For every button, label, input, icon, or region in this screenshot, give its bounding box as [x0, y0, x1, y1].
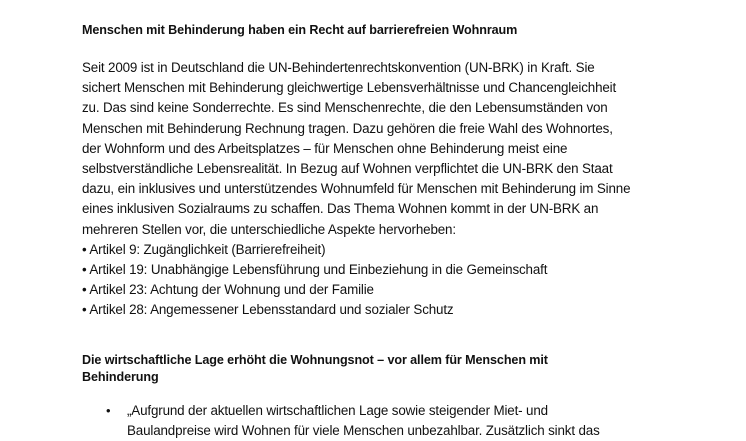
bullet-icon: •	[106, 402, 111, 418]
heading-line: Die wirtschaftliche Lage erhöht die Wohnungsnot – vor allem für Menschen mit	[82, 352, 548, 367]
intro-paragraph	[82, 58, 722, 321]
paragraph-line: eines inklusiven Sozialraums zu schaffen. Das Thema Wohnen kommt in der UN-BRK an	[82, 201, 599, 217]
paragraph-line: Seit 2009 ist in Deutschland die UN-Behindertenrechtskonvention (UN-BRK) in Kraft. Sie	[82, 60, 595, 75]
document-page	[82, 22, 722, 441]
paragraph-line: sichert Menschen mit Behinderung gleichwertige Lebensverhältnisse und Chancengleichheit	[82, 80, 617, 96]
article-list-item: • Artikel 28: Angemessener Lebensstandard und sozialer Schutz	[82, 302, 454, 318]
paragraph-text	[82, 58, 722, 321]
article-list-item: • Artikel 9: Zugänglichkeit (Barrierefreiheit)	[82, 241, 326, 257]
quote-line: Baulandpreise wird Wohnen für viele Menschen unbezahlbar. Zusätzlich sinkt das	[127, 422, 600, 438]
heading-line: Menschen mit Behinderung haben ein Recht auf barrierefreien Wohnraum	[82, 23, 518, 37]
paragraph-line: zu. Das sind keine Sonderrechte. Es sind Menschenrechte, die den Lebensumständen von	[82, 100, 608, 116]
section-heading-rights	[82, 22, 722, 39]
quote-line: „Aufgrund der aktuellen wirtschaftlichen Lage sowie steigender Miet- und	[127, 402, 548, 418]
heading-line: Behinderung	[82, 369, 159, 384]
paragraph-line: selbstverständliche Lebensrealität. In Bezug auf Wohnen verpflichtet die UN-BRK den Staat	[82, 161, 613, 177]
section-heading-economy	[82, 352, 722, 386]
quote-list	[82, 401, 722, 441]
paragraph-line: mehreren Stellen vor, die unterschiedliche Aspekte hervorheben:	[82, 221, 456, 237]
article-list-item: • Artikel 23: Achtung der Wohnung und der Familie	[82, 282, 374, 298]
quote-list-item	[82, 401, 722, 441]
article-list-item: • Artikel 19: Unabhängige Lebensführung und Einbeziehung in die Gemeinschaft	[82, 262, 548, 278]
paragraph-line: der Wohnform und des Arbeitsplatzes – für Menschen ohne Behinderung meist eine	[82, 140, 568, 156]
paragraph-line: dazu, ein inklusives und unterstützendes Wohnumfeld für Menschen mit Behinderung im Sinne	[82, 181, 631, 197]
paragraph-line: Menschen mit Behinderung Rechnung tragen. Dazu gehören die freie Wahl des Wohnortes,	[82, 120, 613, 136]
